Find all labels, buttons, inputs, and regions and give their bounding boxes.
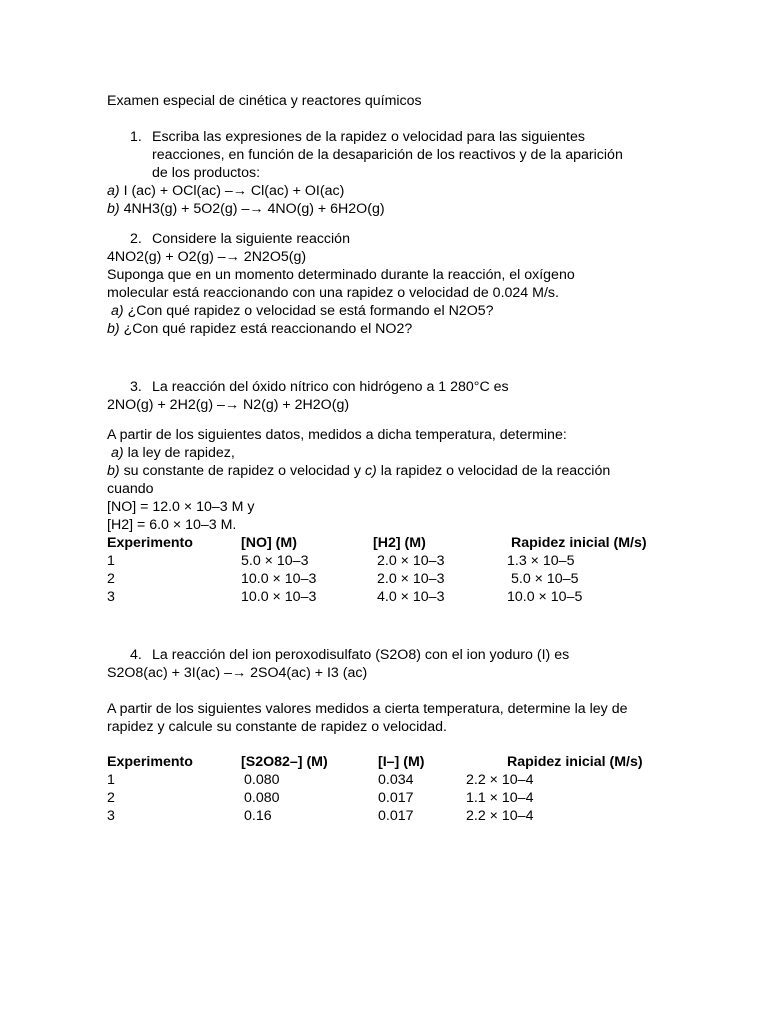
- q2-part-b: [107, 320, 412, 338]
- header-h2-concentration: [H2] (M): [373, 535, 426, 551]
- cell-h2: 2.0 × 10–3: [377, 571, 445, 587]
- q1-part-a-label: a): [107, 183, 120, 199]
- q1-part-b-label: b): [107, 201, 120, 217]
- q4-intro: La reacción del ion peroxodisulfato (S2O8) con el ion yoduro (I) es: [152, 647, 570, 663]
- cell-iodide: 0.017: [378, 790, 414, 806]
- q4-text-line-2: rapidez y calcule su constante de rapidez o velocidad.: [107, 719, 447, 735]
- cell-no: 10.0 × 10–3: [241, 589, 317, 605]
- header-iodide-concentration: [I–] (M): [378, 754, 425, 770]
- q1-part-a: [107, 182, 344, 200]
- cell-experiment: 3: [107, 808, 115, 824]
- q3-condition-h2: [H2] = 6.0 × 10–3 M.: [107, 517, 237, 533]
- header-initial-rate: Rapidez inicial (M/s): [511, 535, 647, 551]
- cell-experiment: 2: [107, 571, 115, 587]
- cell-s2o8: 0.16: [244, 808, 272, 824]
- cell-rate: 1.3 × 10–5: [507, 553, 575, 569]
- q4-reaction: S2O8(ac) + 3I(ac) –→ 2SO4(ac) + I3 (ac): [107, 665, 368, 681]
- cell-experiment: 3: [107, 589, 115, 605]
- q2-part-b-text: ¿Con qué rapidez está reaccionando el NO2?: [123, 321, 413, 337]
- q4-data-table: [107, 753, 667, 825]
- table-row: [107, 588, 667, 606]
- q2-intro: Considere la siguiente reacción: [152, 231, 350, 247]
- cell-h2: 2.0 × 10–3: [377, 553, 445, 569]
- q3-part-c-text: la rapidez o velocidad de la reacción: [380, 463, 611, 479]
- q1-part-a-reaction: I (ac) + OCl(ac) –→ Cl(ac) + OI(ac): [123, 183, 345, 199]
- exam-title: Examen especial de cinética y reactores químicos: [107, 93, 422, 109]
- q3-part-b-label: b): [107, 463, 120, 479]
- cell-experiment: 1: [107, 772, 115, 788]
- header-experiment: Experimento: [107, 754, 193, 770]
- table-row: [107, 570, 667, 588]
- q3-intro: La reacción del óxido nítrico con hidrógeno a 1 280°C es: [152, 379, 509, 395]
- q1-number: 1.: [130, 129, 142, 145]
- q2-part-a: [111, 302, 494, 320]
- table-row: [107, 789, 667, 807]
- q3-part-a-text: la ley de rapidez,: [127, 445, 235, 461]
- table-row: [107, 771, 667, 789]
- header-no-concentration: [NO] (M): [241, 535, 297, 551]
- q1-text-line-1: Escriba las expresiones de la rapidez o velocidad para las siguientes: [152, 129, 585, 145]
- q3-part-a: [111, 444, 235, 462]
- q3-number: 3.: [130, 379, 142, 395]
- q2-part-b-label: b): [107, 321, 120, 337]
- q3-condition-no: [NO] = 12.0 × 10–3 M y: [107, 499, 255, 515]
- cell-rate: 2.2 × 10–4: [466, 808, 534, 824]
- q1-text-line-2: reacciones, en función de la desaparición de los reactivos y de la aparición: [152, 147, 623, 163]
- q2-number: 2.: [130, 231, 142, 247]
- table-row: [107, 807, 667, 825]
- q3-text-line-2: cuando: [107, 481, 154, 497]
- cell-experiment: 2: [107, 790, 115, 806]
- table-header-row: [107, 753, 667, 771]
- q2-text-line-1: Suponga que en un momento determinado durante la reacción, el oxígeno: [107, 267, 575, 283]
- cell-no: 10.0 × 10–3: [241, 571, 317, 587]
- q3-part-c-label: c): [364, 463, 377, 479]
- table-row: [107, 552, 667, 570]
- cell-rate: 2.2 × 10–4: [466, 772, 534, 788]
- q3-part-b-c: [107, 462, 610, 480]
- q3-data-table: [107, 534, 667, 606]
- q4-text-line-1: A partir de los siguientes valores medidos a cierta temperatura, determine la ley de: [107, 701, 628, 717]
- q1-part-b-reaction: 4NH3(g) + 5O2(g) –→ 4NO(g) + 6H2O(g): [123, 201, 385, 217]
- q2-reaction: 4NO2(g) + O2(g) –→ 2N2O5(g): [107, 249, 307, 265]
- q2-part-a-label: a): [111, 303, 124, 319]
- cell-rate: 1.1 × 10–4: [466, 790, 534, 806]
- table-header-row: [107, 534, 667, 552]
- cell-rate: 10.0 × 10–5: [507, 589, 583, 605]
- header-initial-rate: Rapidez inicial (M/s): [507, 754, 643, 770]
- cell-h2: 4.0 × 10–3: [377, 589, 445, 605]
- q3-reaction: 2NO(g) + 2H2(g) –→ N2(g) + 2H2O(g): [107, 397, 350, 413]
- q2-text-line-2: molecular está reaccionando con una rapidez o velocidad de 0.024 M/s.: [107, 285, 559, 301]
- q1-part-b: [107, 200, 385, 218]
- cell-rate: 5.0 × 10–5: [511, 571, 579, 587]
- cell-experiment: 1: [107, 553, 115, 569]
- q4-number: 4.: [130, 647, 142, 663]
- q2-part-a-text: ¿Con qué rapidez o velocidad se está formando el N2O5?: [127, 303, 494, 319]
- cell-s2o8: 0.080: [244, 772, 280, 788]
- q3-part-a-label: a): [111, 445, 124, 461]
- cell-iodide: 0.034: [378, 772, 414, 788]
- q3-part-b-text: su constante de rapidez o velocidad y: [123, 463, 361, 479]
- cell-iodide: 0.017: [378, 808, 414, 824]
- header-experiment: Experimento: [107, 535, 193, 551]
- q3-text-line-1: A partir de los siguientes datos, medidos a dicha temperatura, determine:: [107, 427, 567, 443]
- header-s2o8-concentration: [S2O82–] (M): [241, 754, 328, 770]
- cell-no: 5.0 × 10–3: [241, 553, 309, 569]
- q1-text-line-3: de los productos:: [152, 165, 261, 181]
- cell-s2o8: 0.080: [244, 790, 280, 806]
